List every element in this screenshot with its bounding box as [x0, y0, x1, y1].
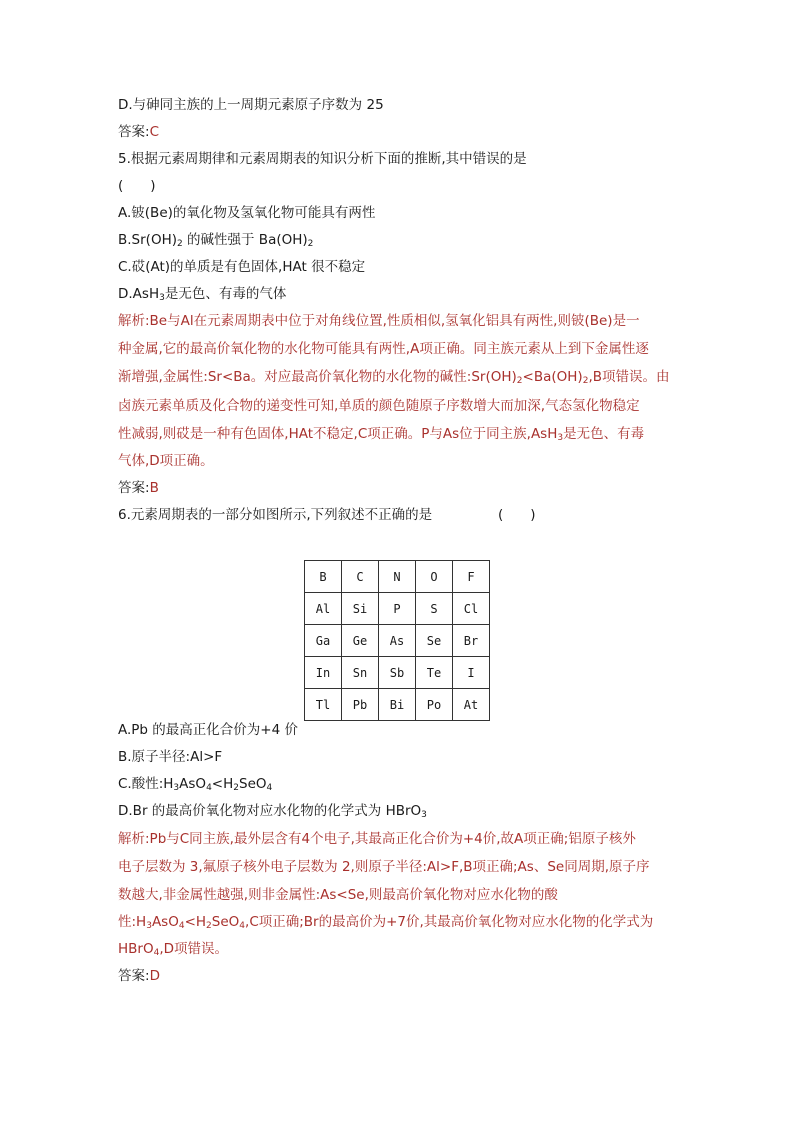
table-row [305, 593, 490, 625]
text: ,C项正确;Br的最高价为+7价,其最高价氧化物对应水化物的化学式为 [245, 914, 654, 930]
q5-analysis-line-5 [118, 425, 644, 443]
table-cell: I [453, 657, 490, 689]
text: SeO [211, 914, 240, 930]
subscript: 2 [582, 376, 589, 386]
q6-analysis-line-1: 解析:Pb与C同主族,最外层含有4个电子,其最高正化合价为+4价,故A项正确;铝原子核外 [118, 831, 636, 847]
q6-option-b: B.原子半径:Al>F [118, 749, 223, 765]
q5-analysis-line-6: 气体,D项正确。 [118, 453, 214, 469]
table-cell: Bi [379, 689, 416, 721]
q6-answer [118, 967, 160, 985]
table-cell: Ga [305, 625, 342, 657]
table-cell: Cl [453, 593, 490, 625]
subscript: 3 [173, 783, 180, 793]
q5-answer [118, 479, 159, 497]
answer-label: 答案: [118, 968, 150, 984]
subscript: 2 [516, 376, 523, 386]
table-cell: Tl [305, 689, 342, 721]
subscript: 3 [159, 293, 165, 303]
text: AsO [151, 914, 179, 930]
subscript: 3 [557, 433, 564, 443]
text: AsO [179, 776, 207, 792]
table-cell: Si [342, 593, 379, 625]
table-cell: Se [416, 625, 453, 657]
subscript: 4 [206, 783, 212, 793]
text: <Ba(OH) [522, 369, 583, 385]
table-row [305, 689, 490, 721]
q5-option-a: A.铍(Be)的氧化物及氢氧化物可能具有两性 [118, 205, 376, 221]
q5-option-b [118, 231, 313, 249]
text: 性:H [118, 914, 147, 930]
subscript: 4 [266, 783, 273, 793]
q6-analysis-line-3: 数越大,非金属性越强,则非金属性:As<Se,则最高价氧化物对应水化物的酸 [118, 887, 558, 903]
table-cell: N [379, 561, 416, 593]
table-cell: B [305, 561, 342, 593]
text: D.AsH [118, 286, 160, 302]
text: HBrO [118, 941, 154, 957]
text: SeO [239, 776, 267, 792]
text: 是无色、有毒的气体 [164, 286, 287, 302]
q6-option-a: A.Pb 的最高正化合价为+4 价 [118, 722, 298, 738]
q6-answer-blank: ( ) [498, 507, 536, 523]
q5-analysis-line-4: 卤族元素单质及化合物的递变性可知,单质的颜色随原子序数增大而加深,气态氢化物稳定 [118, 398, 640, 414]
q6-analysis-line-2: 电子层数为 3,氟原子核外电子层数为 2,则原子半径:Al>F,B项正确;As、Se同周期,原子序 [118, 859, 650, 875]
answer-value: C [149, 124, 159, 140]
q6-analysis-line-4 [118, 913, 653, 931]
subscript: 4 [178, 921, 185, 931]
periodic-table-fragment [304, 560, 490, 721]
q5-option-c: C.砹(At)的单质是有色固体,HAt 很不稳定 [118, 259, 366, 275]
text: 的碱性强于 Ba(OH) [182, 232, 308, 248]
subscript: 2 [206, 921, 212, 931]
table-cell: O [416, 561, 453, 593]
subscript: 2 [233, 783, 239, 793]
periodic-table-body [305, 561, 490, 721]
table-cell: Pb [342, 689, 379, 721]
table-cell: In [305, 657, 342, 689]
text: D.Br 的最高价氧化物对应水化物的化学式为 HBrO [118, 803, 422, 819]
table-cell: Ge [342, 625, 379, 657]
answer-value: B [149, 480, 159, 496]
subscript: 2 [176, 239, 183, 249]
q6-option-c [118, 775, 272, 793]
q5-analysis-line-3 [118, 368, 670, 386]
table-cell: Sb [379, 657, 416, 689]
table-cell: S [416, 593, 453, 625]
text: <H [184, 914, 207, 930]
q5-analysis-line-2: 种金属,它的最高价氧化物的水化物可能具有两性,A项正确。同主族元素从上到下金属性逐 [118, 341, 649, 357]
table-cell: Po [416, 689, 453, 721]
text: 是无色、有毒 [563, 426, 645, 442]
text: C.酸性:H [118, 776, 174, 792]
table-cell: As [379, 625, 416, 657]
q4-option-d: D.与砷同主族的上一周期元素原子序数为 25 [118, 97, 384, 113]
subscript: 2 [307, 239, 314, 249]
table-cell: At [453, 689, 490, 721]
q5-answer-blank: ( ) [118, 178, 156, 194]
q6-option-d [118, 802, 427, 820]
table-cell: Al [305, 593, 342, 625]
subscript: 3 [146, 921, 152, 931]
text: 性减弱,则砹是一种有色固体,HAt不稳定,C项正确。P与As位于同主族,AsH [118, 426, 558, 442]
table-cell: Te [416, 657, 453, 689]
q6-analysis-line-5 [118, 940, 228, 958]
subscript: 4 [153, 948, 160, 958]
text: <H [211, 776, 234, 792]
table-row [305, 561, 490, 593]
text: 渐增强,金属性:Sr<Ba。对应最高价氧化物的水化物的碱性:Sr(OH) [118, 369, 517, 385]
answer-value: D [149, 968, 160, 984]
table-row [305, 657, 490, 689]
text: B.Sr(OH) [118, 232, 177, 248]
table-row [305, 625, 490, 657]
answer-label: 答案: [118, 124, 150, 140]
q5-option-d [118, 285, 286, 303]
text: ,D项错误。 [159, 941, 229, 957]
text: ,B项错误。由 [588, 369, 670, 385]
q5-stem: 5.根据元素周期律和元素周期表的知识分析下面的推断,其中错误的是 [118, 151, 527, 167]
q4-answer [118, 123, 159, 141]
q5-analysis-line-1: 解析:Be与Al在元素周期表中位于对角线位置,性质相似,氢氧化铝具有两性,则铍(Be)是一 [118, 313, 640, 329]
table-cell: C [342, 561, 379, 593]
q6-stem: 6.元素周期表的一部分如图所示,下列叙述不正确的是 [118, 507, 433, 523]
subscript: 4 [239, 921, 246, 931]
table-cell: P [379, 593, 416, 625]
table-cell: Br [453, 625, 490, 657]
table-cell: Sn [342, 657, 379, 689]
table-cell: F [453, 561, 490, 593]
subscript: 3 [421, 810, 427, 820]
answer-label: 答案: [118, 480, 150, 496]
